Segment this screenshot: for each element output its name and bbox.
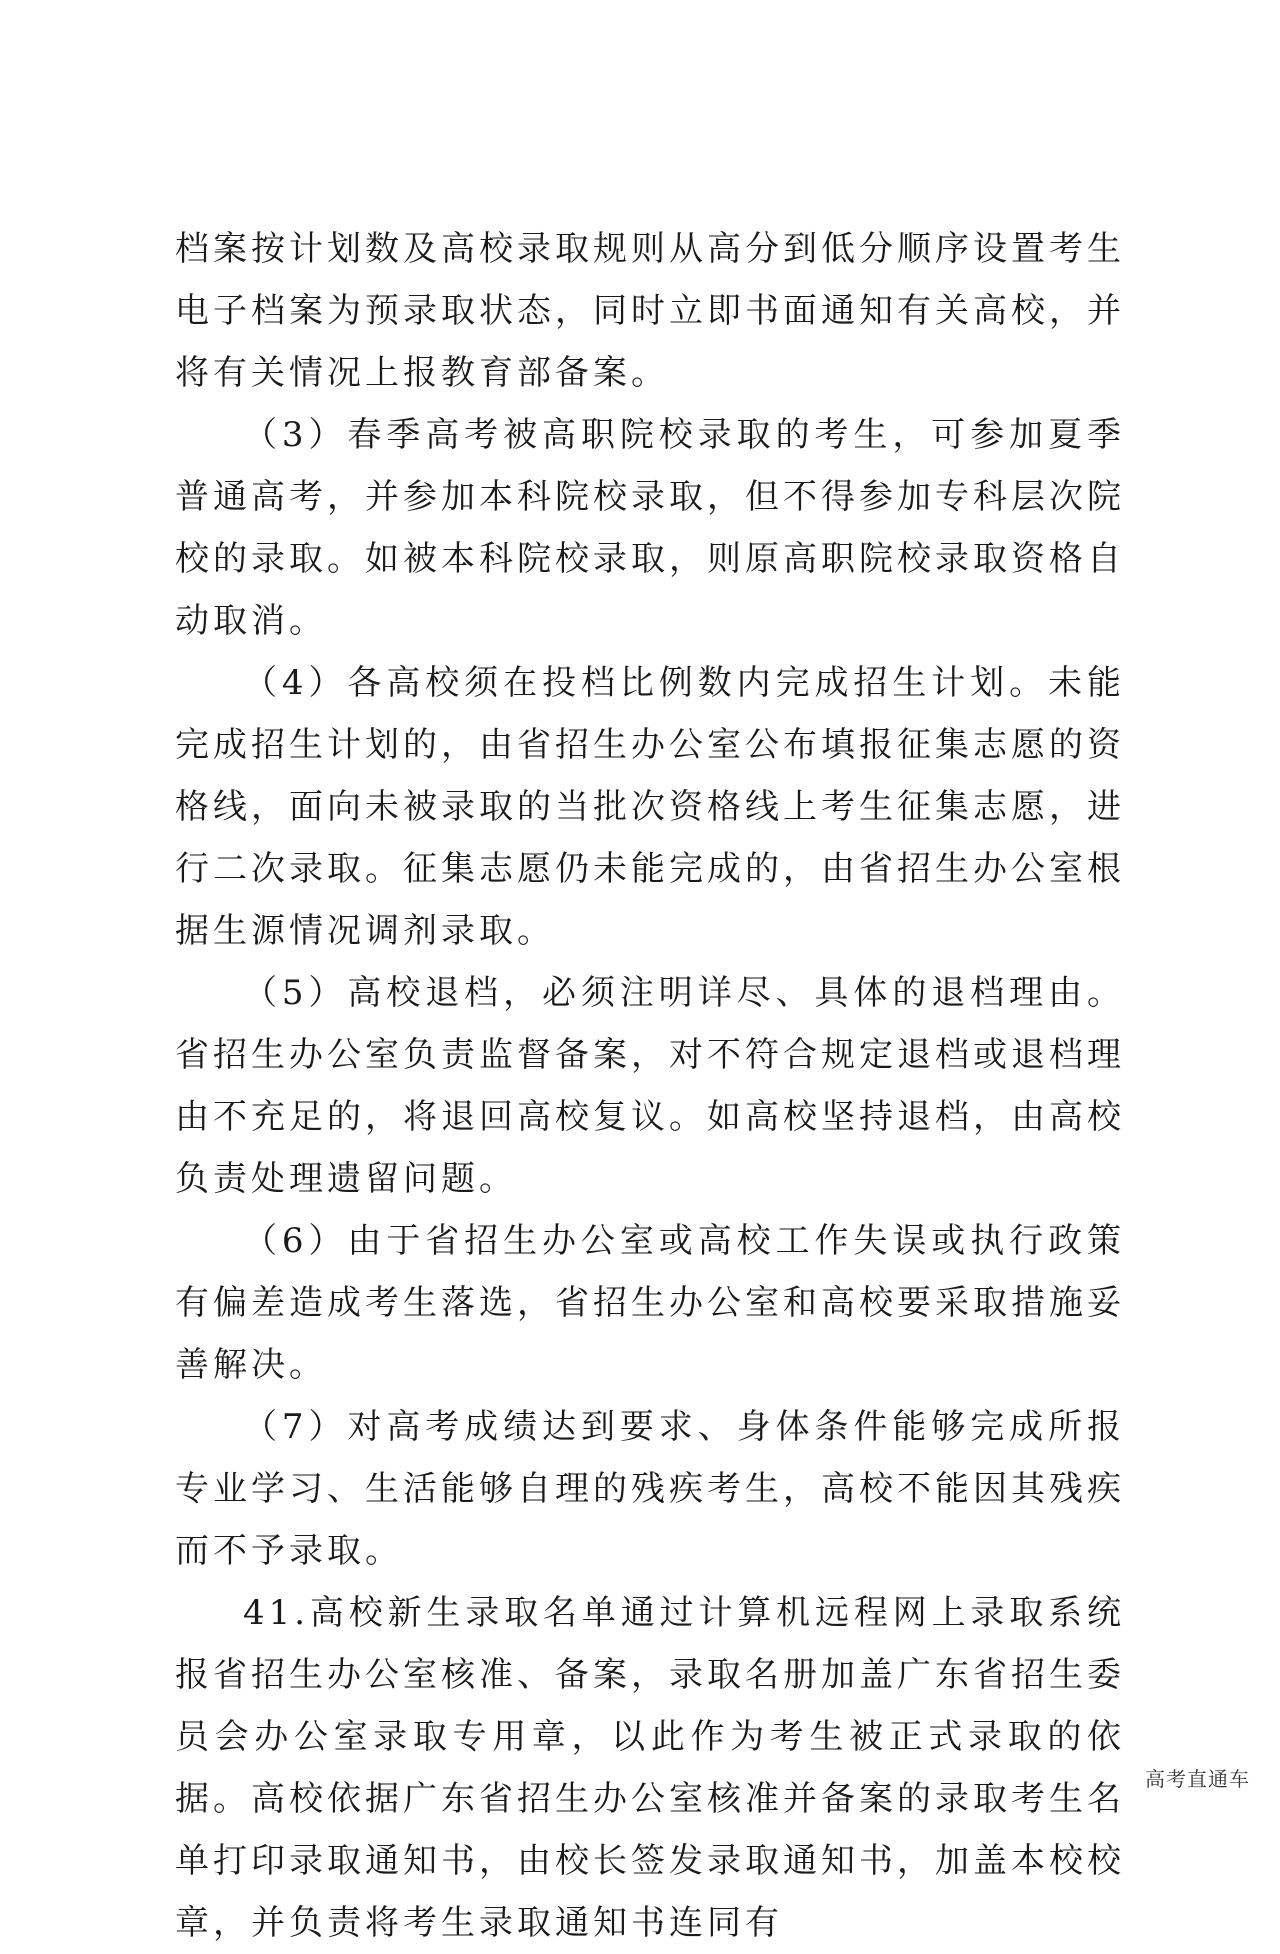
paragraph-item-6: （6）由于省招生办公室或高校工作失误或执行政策有偏差造成考生落选，省招生办公室和高校要采取措施妥善解决。 <box>175 1221 1125 1385</box>
watermark-text: 高考直通车 <box>1145 1767 1250 1791</box>
paragraph-article-41: 41.高校新生录取名单通过计算机远程网上录取系统报省招生办公室核准、备案，录取名册加盖广东省招生委员会办公室录取专用章，以此作为考生被正式录取的依据。高校依据广东省招生办公室核准并备案的录取考生名单打印录取通知书，由校长签发录取通知书，加盖本校校章，并负责将考生录取通知书连同有 <box>175 1593 1125 1943</box>
paragraph-item-4: （4）各高校须在投档比例数内完成招生计划。未能完成招生计划的，由省招生办公室公布填报征集志愿的资格线，面向未被录取的当批次资格线上考生征集志愿，进行二次录取。征集志愿仍未能完成的，由省招生办公室根据生源情况调剂录取。 <box>175 663 1125 951</box>
document-body <box>175 218 1125 1954</box>
paragraph-item-7: （7）对高考成绩达到要求、身体条件能够完成所报专业学习、生活能够自理的残疾考生，高校不能因其残疾而不予录取。 <box>175 1407 1125 1571</box>
paragraph-item-5: （5）高校退档，必须注明详尽、具体的退档理由。省招生办公室负责监督备案，对不符合规定退档或退档理由不充足的，将退回高校复议。如高校坚持退档，由高校负责处理遗留问题。 <box>175 973 1125 1199</box>
paragraph-item-3: （3）春季高考被高职院校录取的考生，可参加夏季普通高考，并参加本科院校录取，但不得参加专科层次院校的录取。如被本科院校录取，则原高职院校录取资格自动取消。 <box>175 415 1125 641</box>
paragraph-continuation: 档案按计划数及高校录取规则从高分到低分顺序设置考生电子档案为预录取状态，同时立即书面通知有关高校，并将有关情况上报教育部备案。 <box>175 229 1125 393</box>
